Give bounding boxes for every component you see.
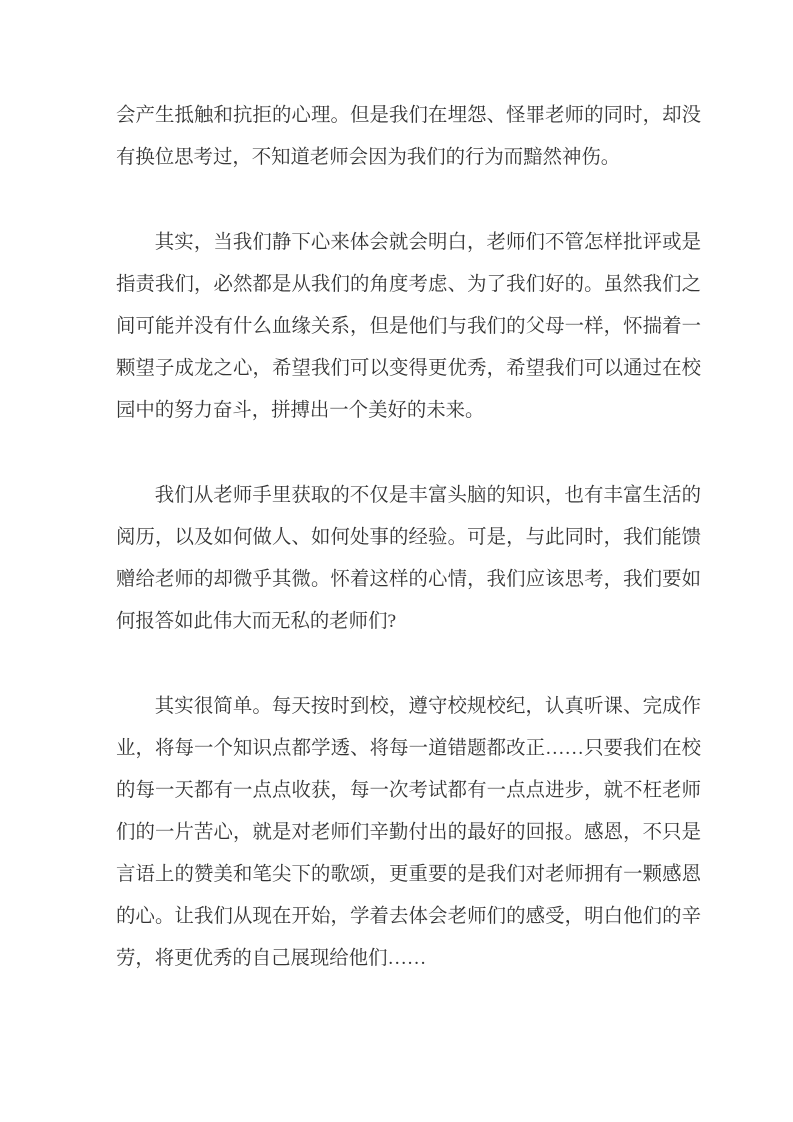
document-body (116, 95, 701, 980)
paragraph: 其实很简单。每天按时到校，遵守校规校纪，认真听课、完成作业，将每一个知识点都学透、将每一道错题都改正……只要我们在校的每一天都有一点点收获，每一次考试都有一点点进步，就不枉老师们的一片苦心，就是对老师们辛勤付出的最好的回报。感恩，不只是言语上的赞美和笔尖下的歌颂，更重要的是我们对老师拥有一颗感恩的心。让我们从现在开始，学着去体会老师们的感受，明白他们的辛劳，将更优秀的自己展现给他们…… (116, 696, 701, 969)
paragraph: 其实，当我们静下心来体会就会明白，老师们不管怎样批评或是指责我们，必然都是从我们的角度考虑、为了我们好的。虽然我们之间可能并没有什么血缘关系，但是他们与我们的父母一样，怀揣着一颗望子成龙之心，希望我们可以变得更优秀，希望我们可以通过在校园中的努力奋斗，拼搏出一个美好的未来。 (116, 232, 701, 421)
paragraph: 会产生抵触和抗拒的心理。但是我们在埋怨、怪罪老师的同时，却没有换位思考过，不知道老师会因为我们的行为而黯然神伤。 (116, 105, 701, 168)
paragraph: 我们从老师手里获取的不仅是丰富头脑的知识，也有丰富生活的阅历，以及如何做人、如何处事的经验。可是，与此同时，我们能馈赠给老师的却微乎其微。怀着这样的心情，我们应该思考，我们要如何报答如此伟大而无私的老师们? (116, 485, 701, 632)
